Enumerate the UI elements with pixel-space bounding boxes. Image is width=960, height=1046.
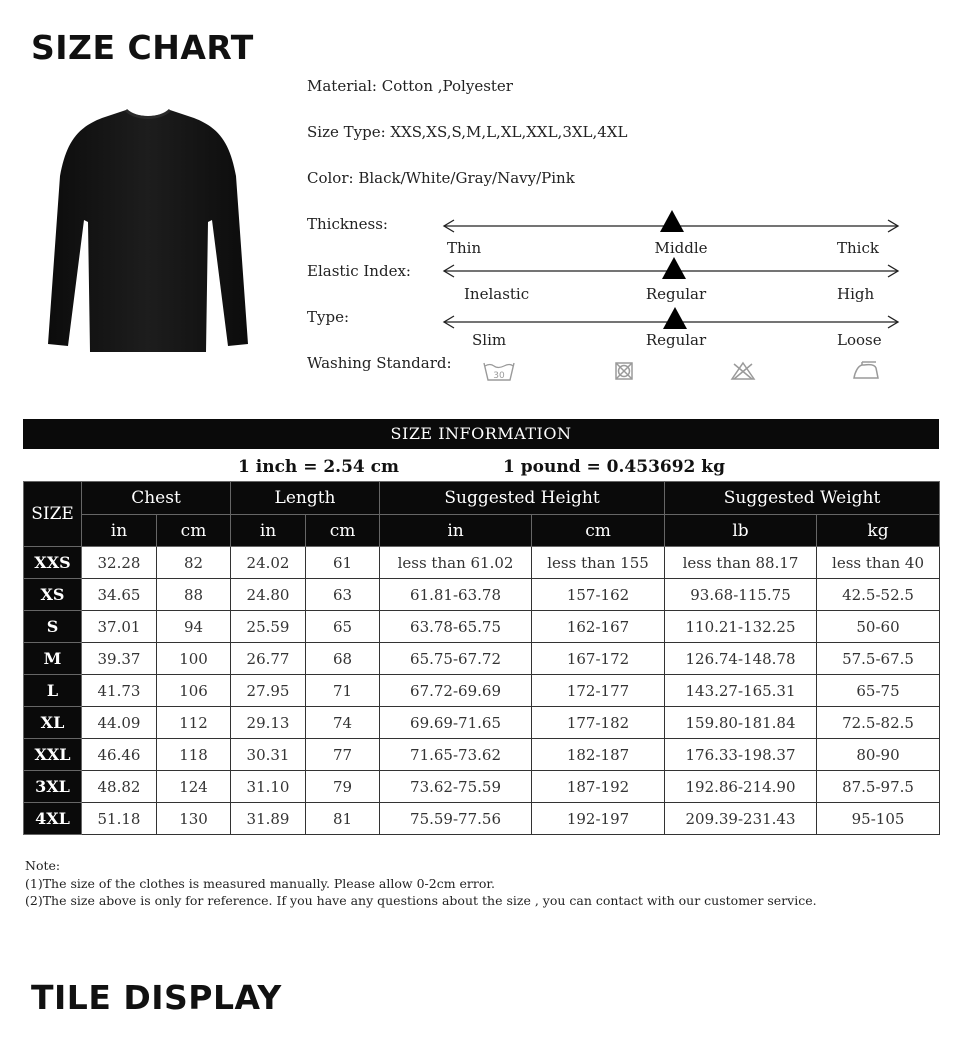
type-label: Type:: [307, 308, 350, 326]
table-cell: 75.59-77.56: [380, 803, 532, 835]
unit-header: lb: [665, 515, 817, 547]
marker-triangle-icon: [660, 210, 684, 232]
table-cell: 34.65: [82, 579, 157, 611]
type-mid: Regular: [645, 331, 707, 349]
size-chart-title: SIZE CHART: [31, 28, 254, 67]
table-cell: 130: [157, 803, 231, 835]
size-cell: S: [24, 611, 82, 643]
table-cell: 71.65-73.62: [380, 739, 532, 771]
table-row: [24, 611, 940, 643]
size-table: [23, 481, 940, 835]
table-cell: 82: [157, 547, 231, 579]
color-spec: Color: Black/White/Gray/Navy/Pink: [307, 169, 575, 187]
table-cell: 37.01: [82, 611, 157, 643]
table-cell: 26.77: [231, 643, 306, 675]
table-cell: less than 40: [817, 547, 940, 579]
table-cell: 93.68-115.75: [665, 579, 817, 611]
table-cell: 67.72-69.69: [380, 675, 532, 707]
table-cell: 30.31: [231, 739, 306, 771]
note-1: (1)The size of the clothes is measured manually. Please allow 0-2cm error.: [25, 875, 495, 891]
table-cell: 27.95: [231, 675, 306, 707]
note-heading: Note:: [25, 858, 61, 873]
table-cell: 32.28: [82, 547, 157, 579]
table-cell: 65-75: [817, 675, 940, 707]
size-cell: M: [24, 643, 82, 675]
table-cell: 25.59: [231, 611, 306, 643]
table-cell: 61: [306, 547, 380, 579]
table-cell: 44.09: [82, 707, 157, 739]
table-row: [24, 579, 940, 611]
table-cell: 24.02: [231, 547, 306, 579]
elastic-mid: Regular: [645, 285, 707, 303]
table-cell: 51.18: [82, 803, 157, 835]
table-cell: 177-182: [532, 707, 665, 739]
tile-display-title: TILE DISPLAY: [31, 978, 282, 1017]
table-cell: 65.75-67.72: [380, 643, 532, 675]
table-row: [24, 739, 940, 771]
size-cell: XXS: [24, 547, 82, 579]
table-cell: 157-162: [532, 579, 665, 611]
size-cell: L: [24, 675, 82, 707]
table-row: [24, 547, 940, 579]
table-cell: 69.69-71.65: [380, 707, 532, 739]
length-header: Length: [231, 482, 380, 515]
note-2: (2)The size above is only for reference. If you have any questions about the size , you can contact with our customer service.: [25, 893, 817, 908]
table-cell: 192.86-214.90: [665, 771, 817, 803]
table-cell: 57.5-67.5: [817, 643, 940, 675]
unit-header: cm: [306, 515, 380, 547]
table-cell: 79: [306, 771, 380, 803]
table-cell: 68: [306, 643, 380, 675]
type-high: Loose: [837, 331, 882, 349]
table-cell: 182-187: [532, 739, 665, 771]
table-cell: 176.33-198.37: [665, 739, 817, 771]
table-cell: 63.78-65.75: [380, 611, 532, 643]
table-cell: 81: [306, 803, 380, 835]
thickness-label: Thickness:: [307, 215, 388, 233]
table-row: [24, 803, 940, 835]
table-cell: 159.80-181.84: [665, 707, 817, 739]
washing-label: Washing Standard:: [307, 354, 452, 372]
table-cell: 42.5-52.5: [817, 579, 940, 611]
table-cell: 48.82: [82, 771, 157, 803]
long-sleeve-shirt-icon: [44, 104, 252, 356]
material-spec: Material: Cotton ,Polyester: [307, 77, 513, 95]
table-cell: 31.89: [231, 803, 306, 835]
size-cell: XS: [24, 579, 82, 611]
unit-header: cm: [157, 515, 231, 547]
elastic-low: Inelastic: [464, 285, 530, 303]
table-cell: 87.5-97.5: [817, 771, 940, 803]
table-cell: 162-167: [532, 611, 665, 643]
inch-conversion: 1 inch = 2.54 cm: [238, 457, 400, 477]
iron-icon: [849, 360, 883, 382]
size-information-bar: SIZE INFORMATION: [23, 419, 939, 449]
unit-header: in: [82, 515, 157, 547]
tumble-dry-icon: [607, 360, 641, 382]
thickness-high: Thick: [837, 239, 879, 257]
table-cell: 172-177: [532, 675, 665, 707]
table-cell: 192-197: [532, 803, 665, 835]
table-cell: 61.81-63.78: [380, 579, 532, 611]
unit-header: kg: [817, 515, 940, 547]
wash-30-icon: [482, 360, 516, 382]
size-header: SIZE: [24, 482, 82, 547]
table-cell: 24.80: [231, 579, 306, 611]
size-type-spec: Size Type: XXS,XS,S,M,L,XL,XXL,3XL,4XL: [307, 123, 628, 141]
table-cell: 72.5-82.5: [817, 707, 940, 739]
table-row: [24, 675, 940, 707]
elastic-label: Elastic Index:: [307, 262, 411, 280]
thickness-low: Thin: [447, 239, 482, 257]
table-cell: 209.39-231.43: [665, 803, 817, 835]
table-cell: 167-172: [532, 643, 665, 675]
table-cell: 29.13: [231, 707, 306, 739]
table-cell: 31.10: [231, 771, 306, 803]
no-bleach-icon: [726, 360, 760, 382]
table-cell: 88: [157, 579, 231, 611]
table-cell: 50-60: [817, 611, 940, 643]
table-cell: 65: [306, 611, 380, 643]
table-cell: 124: [157, 771, 231, 803]
table-cell: less than 88.17: [665, 547, 817, 579]
table-cell: 46.46: [82, 739, 157, 771]
height-header: Suggested Height: [380, 482, 665, 515]
table-cell: less than 61.02: [380, 547, 532, 579]
table-row: [24, 707, 940, 739]
table-cell: 110.21-132.25: [665, 611, 817, 643]
table-cell: 126.74-148.78: [665, 643, 817, 675]
wash-temp-label: 30: [493, 371, 505, 381]
table-cell: 71: [306, 675, 380, 707]
unit-header: cm: [532, 515, 665, 547]
size-cell: 3XL: [24, 771, 82, 803]
size-cell: 4XL: [24, 803, 82, 835]
table-cell: 73.62-75.59: [380, 771, 532, 803]
size-table-body: [24, 547, 940, 835]
table-cell: 41.73: [82, 675, 157, 707]
table-cell: 77: [306, 739, 380, 771]
table-row: [24, 643, 940, 675]
table-cell: 39.37: [82, 643, 157, 675]
table-cell: 118: [157, 739, 231, 771]
unit-header: in: [380, 515, 532, 547]
table-cell: 63: [306, 579, 380, 611]
marker-triangle-icon: [662, 257, 686, 279]
table-cell: less than 155: [532, 547, 665, 579]
table-cell: 112: [157, 707, 231, 739]
unit-header: in: [231, 515, 306, 547]
size-cell: XXL: [24, 739, 82, 771]
type-low: Slim: [472, 331, 507, 349]
weight-header: Suggested Weight: [665, 482, 940, 515]
table-cell: 100: [157, 643, 231, 675]
chest-header: Chest: [82, 482, 231, 515]
notes: [25, 857, 935, 910]
table-cell: 143.27-165.31: [665, 675, 817, 707]
table-cell: 95-105: [817, 803, 940, 835]
table-row: [24, 771, 940, 803]
thickness-mid: Middle: [654, 239, 708, 257]
pound-conversion: 1 pound = 0.453692 kg: [503, 457, 725, 477]
table-cell: 187-192: [532, 771, 665, 803]
size-cell: XL: [24, 707, 82, 739]
elastic-high: High: [837, 285, 875, 303]
table-cell: 74: [306, 707, 380, 739]
table-cell: 94: [157, 611, 231, 643]
table-cell: 80-90: [817, 739, 940, 771]
table-cell: 106: [157, 675, 231, 707]
marker-triangle-icon: [663, 307, 687, 329]
